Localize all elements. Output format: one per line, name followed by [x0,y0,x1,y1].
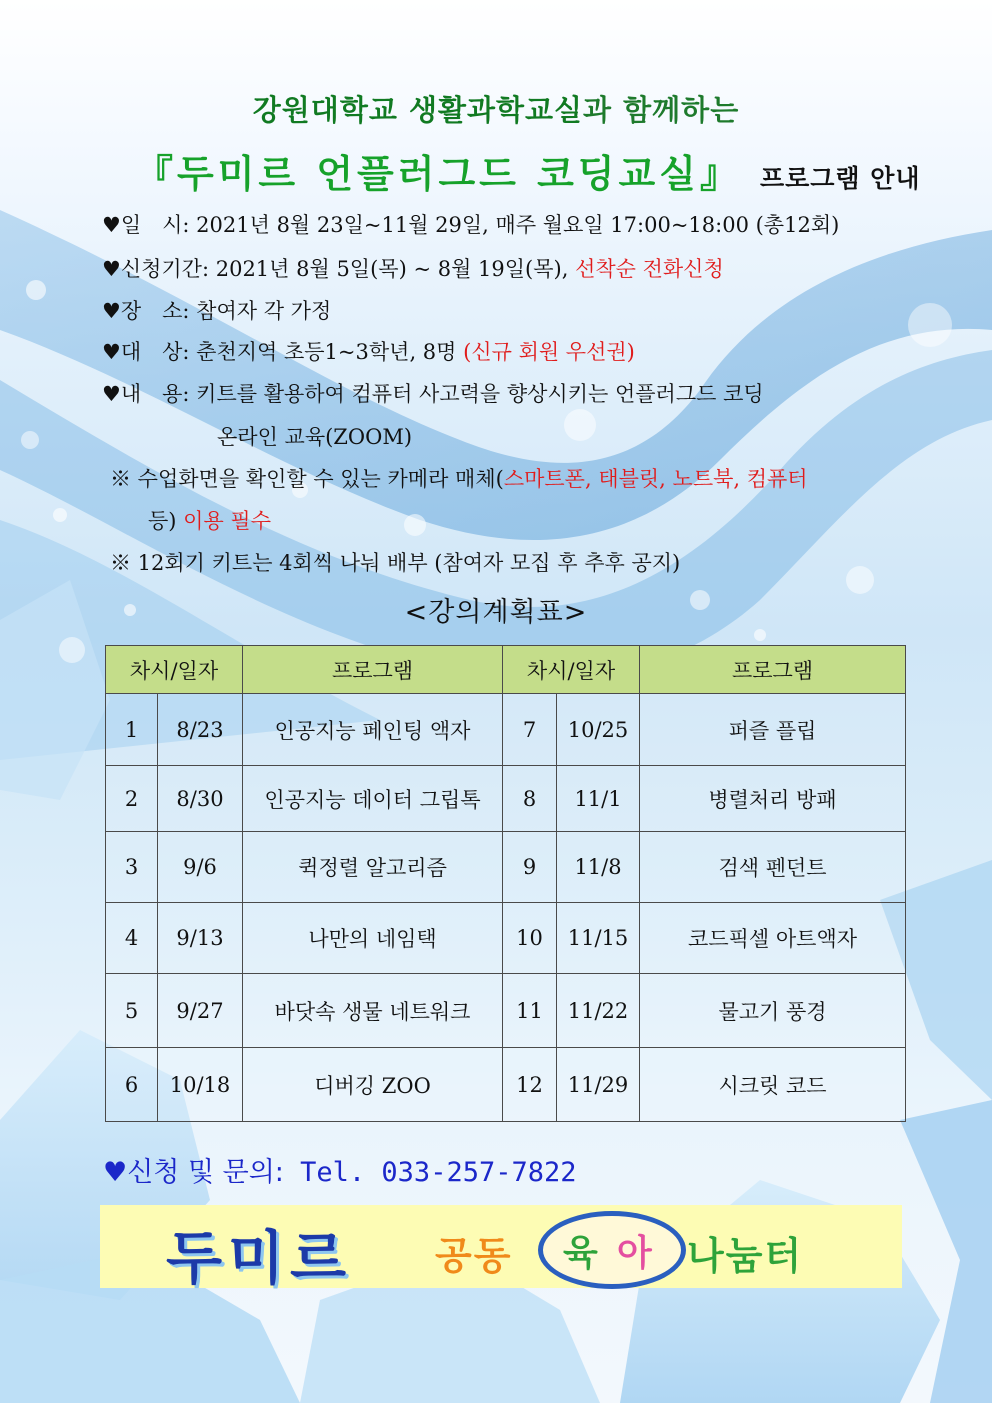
note-camera-line2 [148,507,271,535]
note-camera [110,465,808,493]
contact-info [103,1150,577,1189]
session-number: 12 [503,1048,557,1122]
table-row [106,766,906,832]
contact-phone: Tel. 033-257-7822 [283,1157,577,1188]
session-date: 11/1 [557,766,640,832]
info-content-value: 키트를 활용하여 컴퓨터 사고력을 향상시키는 언플러그드 코딩 [189,382,764,406]
note-camera-text: ※ 수업화면을 확인할 수 있는 카메라 매체( [110,467,504,491]
note-kit-text: ※ 12회기 키트는 4회씩 나눠 배부 (참여자 모집 후 추후 공지) [110,551,681,575]
session-number: 5 [106,974,158,1048]
session-date: 9/6 [158,832,243,903]
session-number: 1 [106,694,158,766]
session-program: 나만의 네임택 [243,903,503,974]
session-date: 11/29 [557,1048,640,1122]
info-content [102,380,902,408]
session-date: 11/8 [557,832,640,903]
session-date: 11/15 [557,903,640,974]
session-program: 바닷속 생물 네트워크 [243,974,503,1048]
info-apply [102,255,902,283]
note-kit [110,549,680,577]
heart-icon: ♥ [103,1157,128,1188]
session-date: 11/22 [557,974,640,1048]
session-program: 인공지능 데이터 그립톡 [243,766,503,832]
table-row [106,974,906,1048]
info-target [102,338,902,366]
session-date: 8/30 [158,766,243,832]
header-with: 과 함께하는 [583,93,740,127]
contact-label: 신청 및 문의: [127,1157,284,1188]
session-date: 10/25 [557,694,640,766]
session-program: 퀵정렬 알고리즘 [243,832,503,903]
header-program-1: 프로그램 [243,646,503,694]
session-program: 디버깅 ZOO [243,1048,503,1122]
session-number: 9 [503,832,557,903]
session-date: 9/13 [158,903,243,974]
header-program-2: 프로그램 [640,646,906,694]
info-date-label: ♥일 시: [102,213,190,237]
session-number: 7 [503,694,557,766]
session-program: 물고기 풍경 [640,974,906,1048]
info-content-label: ♥내 용: [102,382,190,406]
program-subtitle: 프로그램 안내 [759,164,921,193]
schedule-header-row [106,646,906,694]
session-number: 3 [106,832,158,903]
header-session-date-1: 차시/일자 [106,646,243,694]
info-content-value2: 온라인 교육(ZOOM) [217,425,413,449]
info-target-value: 춘천지역 초등1~3학년, 8명 [189,340,464,364]
program-title: 『두미르 언플러그드 코딩교실』 [135,152,742,196]
session-number: 4 [106,903,158,974]
info-apply-value: 2021년 8월 5일(목) ~ 8월 19일(목), [209,257,576,281]
organization-logo [100,1205,902,1292]
logo-dumir: 두미르 [166,1224,353,1292]
header-line2 [135,143,935,198]
logo-nanumteo: 나눔터 [687,1234,804,1278]
info-apply-highlight: 선착순 전화신청 [575,257,724,281]
logo-circle-icon [538,1211,686,1289]
logo-a: 아 [617,1233,652,1274]
info-place [102,297,902,325]
session-number: 2 [106,766,158,832]
session-number: 11 [503,974,557,1048]
session-program: 인공지능 페인팅 액자 [243,694,503,766]
info-target-highlight: (신규 회원 우선권) [463,340,635,364]
schedule-table [105,645,906,1122]
session-date: 9/27 [158,974,243,1048]
info-date [102,211,902,239]
info-place-value: 참여자 각 가정 [189,299,332,323]
header-org: 강원대학교 생활과학교실 [252,93,584,127]
note-camera-etc: 등) [148,509,184,533]
logo-gongdong: 공동 [435,1234,513,1278]
session-date: 10/18 [158,1048,243,1122]
logo-yuk: 육 [563,1233,598,1274]
session-program: 퍼즐 플립 [640,694,906,766]
info-date-value: 2021년 8월 23일~11월 29일, 매주 월요일 17:00~18:00 (총12회) [189,213,840,237]
table-row [106,903,906,974]
header-line1 [0,88,992,129]
table-row [106,694,906,766]
table-row [106,1048,906,1122]
session-program: 검색 펜던트 [640,832,906,903]
info-place-label: ♥장 소: [102,299,190,323]
header-session-date-2: 차시/일자 [503,646,640,694]
table-row [106,832,906,903]
session-program: 병렬처리 방패 [640,766,906,832]
info-apply-label: ♥신청기간: [102,257,210,281]
session-number: 10 [503,903,557,974]
info-content-line2 [217,423,897,451]
note-camera-devices: 스마트폰, 태블릿, 노트북, 컴퓨터 [503,467,808,491]
session-program: 코드픽셀 아트액자 [640,903,906,974]
note-camera-required: 이용 필수 [183,509,271,533]
session-program: 시크릿 코드 [640,1048,906,1122]
session-date: 8/23 [158,694,243,766]
info-target-label: ♥대 상: [102,340,190,364]
schedule-title: <강의계획표> [404,597,588,628]
session-number: 8 [503,766,557,832]
session-number: 6 [106,1048,158,1122]
